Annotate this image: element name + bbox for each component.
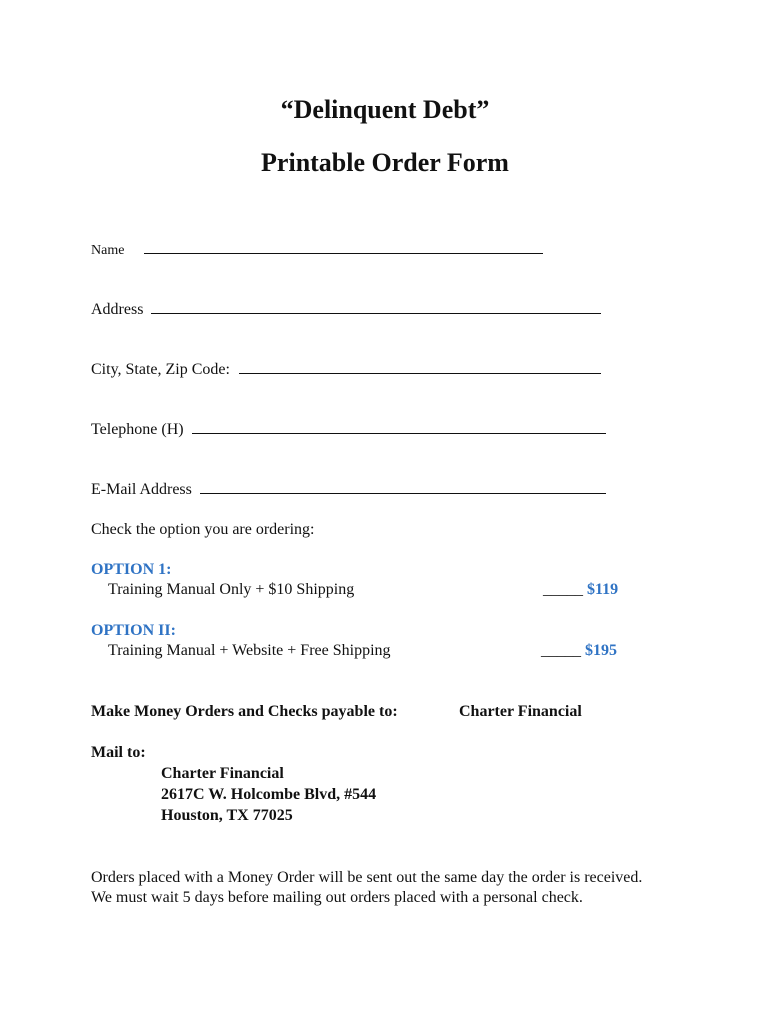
option-2-heading: OPTION II: (91, 622, 176, 639)
option-instruction: Check the option you are ordering: (91, 521, 315, 538)
option-1-heading: OPTION 1: (91, 561, 172, 578)
telephone-field-row (91, 421, 606, 439)
footer-personal-check-note: We must wait 5 days before mailing out orders placed with a personal check. (91, 889, 583, 906)
option-1-price-row (543, 581, 618, 599)
name-blank-line[interactable] (144, 241, 543, 254)
option-2-price: $195 (585, 642, 617, 659)
email-blank-line[interactable] (200, 481, 606, 494)
telephone-blank-line[interactable] (192, 421, 606, 434)
payable-to: Charter Financial (459, 703, 582, 720)
name-field-row (91, 241, 543, 259)
mail-address-line3: Houston, TX 77025 (161, 807, 293, 824)
option-1-description: Training Manual Only + $10 Shipping (108, 581, 355, 598)
option-1-price: $119 (587, 581, 619, 598)
telephone-label: Telephone (H) (91, 421, 184, 438)
address-field-row (91, 301, 601, 319)
option-2-price-row (541, 642, 617, 660)
city-state-zip-blank-line[interactable] (239, 361, 601, 374)
mail-address-line1: Charter Financial (161, 765, 284, 782)
name-label: Name (91, 243, 125, 258)
mail-to-label: Mail to: (91, 744, 146, 761)
option-2-description: Training Manual + Website + Free Shipping (108, 642, 391, 659)
address-label: Address (91, 301, 144, 318)
form-subtitle: Printable Order Form (261, 148, 509, 177)
email-field-row (91, 481, 606, 499)
footer-money-order-note: Orders placed with a Money Order will be sent out the same day the order is received. (91, 869, 643, 886)
mail-address-line2: 2617C W. Holcombe Blvd, #544 (161, 786, 377, 803)
city-state-zip-label: City, State, Zip Code: (91, 361, 230, 378)
form-title: “Delinquent Debt” (280, 95, 490, 124)
email-label: E-Mail Address (91, 481, 192, 498)
city-state-zip-field-row (91, 361, 601, 379)
address-blank-line[interactable] (151, 301, 601, 314)
payable-label: Make Money Orders and Checks payable to: (91, 703, 398, 720)
option-2-check-blank[interactable]: _____ (541, 642, 581, 659)
option-1-check-blank[interactable]: _____ (543, 581, 583, 598)
